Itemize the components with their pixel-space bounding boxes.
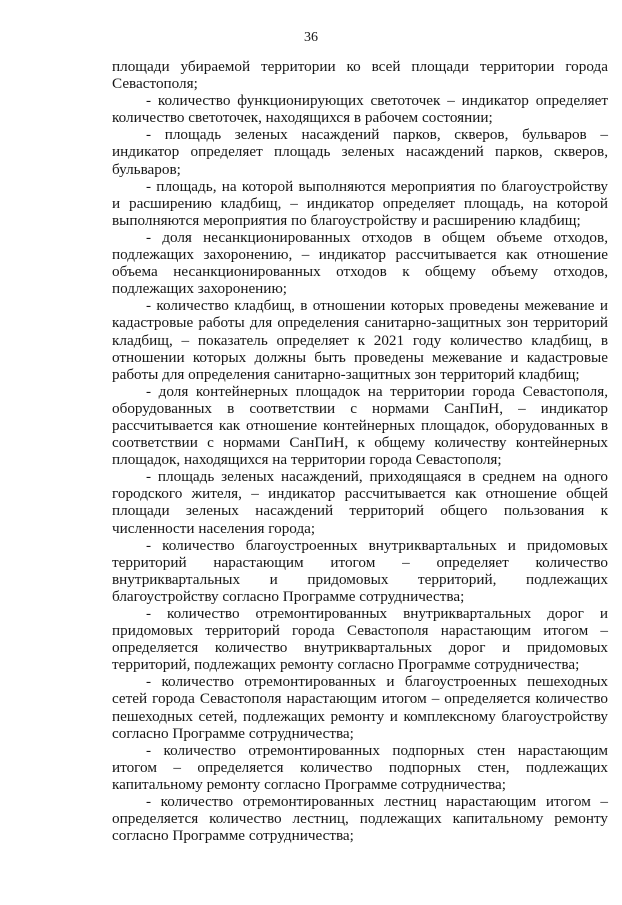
paragraph-improved-yards-count: - количество благоустроенных внутриквартальных и придомовых территорий нарастающим итогом – определяет количество внутриквартальных и придомовых территорий, подлежащих благоустройству согласно Программе сотрудничества; bbox=[112, 536, 608, 605]
paragraph-pedestrian-networks-count: - количество отремонтированных и благоустроенных пешеходных сетей города Севастополя нарастающим итогом – определяется количество пешеходных сетей, подлежащих ремонту и комплексному благоустройству согласно Программе сотрудничества; bbox=[112, 673, 608, 742]
paragraph-unauthorized-waste-share: - доля несанкционированных отходов в общем объеме отходов, подлежащих захоронению, – индикатор рассчитывается как отношение объема несанкционированных отходов к общему объему отходов, подлежащих захоронению; bbox=[112, 228, 608, 298]
paragraph-stairs-count: - количество отремонтированных лестниц нарастающим итогом – определяется количество лестниц, подлежащих капитальному ремонту согласно Программе сотрудничества; bbox=[112, 793, 608, 845]
paragraph-cemetery-improvement-area: - площадь, на которой выполняются мероприятия по благоустройству и расширению кладбищ, – индикатор определяет площадь, на которой выполняются мероприятия по благоустройству и расширению кладбищ; bbox=[112, 177, 608, 229]
paragraph-retaining-walls-count: - количество отремонтированных подпорных стен нарастающим итогом – определяется количество подпорных стен, подлежащих капитальному ремонту согласно Программе сотрудничества; bbox=[112, 741, 608, 793]
document-body bbox=[112, 58, 608, 844]
page-number: 36 bbox=[304, 30, 318, 45]
paragraph-green-area-per-resident: - площадь зеленых насаждений, приходящаяся в среднем на одного городского жителя, – индикатор рассчитывается как отношение общей площади зеленых насаждений территорий общего пользования к численности населения города; bbox=[112, 468, 608, 537]
paragraph-cemetery-survey-count: - количество кладбищ, в отношении которых проведены межевание и кадастровые работы для определения санитарно-защитных зон территорий кладбищ, – показатель определяет к 2021 году количество кладбищ, в отношении которых должны быть проведены межевание и кадастровые работы для определения санитарно-защитных зон территорий кладбищ; bbox=[112, 297, 608, 383]
paragraph-continuation: площади убираемой территории ко всей площади территории города Севастополя; bbox=[112, 58, 608, 93]
paragraph-container-sites-share: - доля контейнерных площадок на территории города Севастополя, оборудованных в соответствии с нормами СанПиН, – индикатор рассчитывается как отношение контейнерных площадок, оборудованных в соответствии с нормами СанПиН, к общему количеству контейнерных площадок, находящихся на территории города Севастополя; bbox=[112, 382, 608, 469]
paragraph-lighting-points: - количество функционирующих светоточек – индикатор определяет количество светоточек, находящихся в рабочем состоянии; bbox=[112, 92, 608, 127]
paragraph-green-parks-area: - площадь зеленых насаждений парков, скверов, бульваров – индикатор определяет площадь зеленых насаждений парков, скверов, бульваров; bbox=[112, 126, 608, 178]
paragraph-repaired-roads-count: - количество отремонтированных внутриквартальных дорог и придомовых территорий города Севастополя нарастающим итогом – определяется количество внутриквартальных дорог и придомовых территорий, подлежащих ремонту согласно Программе сотрудничества; bbox=[112, 605, 608, 674]
